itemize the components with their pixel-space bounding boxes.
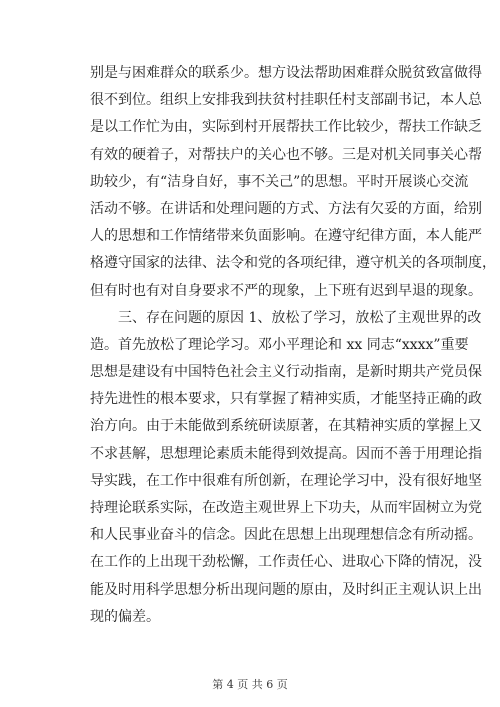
text-line: 人的思想和工作情绪带来负面影响。在遵守纪律方面，本人能严	[90, 228, 482, 245]
text-line: 持先进性的根本要求，只有掌握了精神实质，才能坚持正确的政	[90, 391, 482, 408]
text-line: 造。首先放松了理论学习。邓小平理论和 xx 同志“xxxx”重要	[90, 336, 469, 353]
text-line: 活动不够。在讲话和处理问题的方式、方法有欠妥的方面，给别	[90, 200, 482, 217]
body-text	[90, 60, 496, 631]
text-line: 能及时用科学思想分析出现问题的原由，及时纠正主观认识上出	[90, 581, 482, 598]
text-line: 但有时也有对自身要求不严的现象，上下班有迟到早退的现象。	[90, 282, 482, 299]
page-number: 第 4 页 共 6 页	[212, 678, 288, 691]
text-line: 思想是建设有中国特色社会主义行动指南，是新时期共产党员保	[90, 364, 482, 381]
text-line: 有效的硬着子，对帮扶户的关心也不够。三是对机关同事关心帮	[90, 146, 482, 163]
text-line: 格遵守国家的法律、法令和党的各项纪律，遵守机关的各项制度，	[90, 255, 496, 272]
text-line: 治方向。由于未能做到系统研读原著，在其精神实质的掌握上又	[90, 418, 482, 435]
text-line: 导实践，在工作中很难有所创新，在理论学习中，没有很好地坚	[90, 472, 482, 489]
text-line: 和人民事业奋斗的信念。因此在思想上出现理想信念有所动摇。	[90, 527, 482, 544]
text-line: 助较少，有“洁身自好，事不关己”的思想。平时开展谈心交流	[90, 173, 469, 190]
text-line: 三、存在问题的原因 1、放松了学习，放松了主观世界的改	[90, 309, 482, 326]
text-line: 持理论联系实际，在改造主观世界上下功夫，从而牢固树立为党	[90, 500, 482, 516]
text-line: 是以工作忙为由，实际到村开展帮扶工作比较少，帮扶工作缺乏	[90, 119, 482, 136]
text-line: 不求甚解，思想理论素质未能得到效提高。因而不善于用理论指	[90, 445, 482, 462]
text-line: 别是与困难群众的联系少。想方设法帮助困难群众脱贫致富做得	[90, 65, 482, 81]
text-line: 现的偏差。	[90, 608, 160, 625]
text-line: 很不到位。组织上安排我到扶贫村挂职任村支部副书记，本人总	[90, 92, 482, 109]
text-line: 在工作的上出现干劲松懈，工作责任心、进取心下降的情况，没	[90, 554, 482, 571]
